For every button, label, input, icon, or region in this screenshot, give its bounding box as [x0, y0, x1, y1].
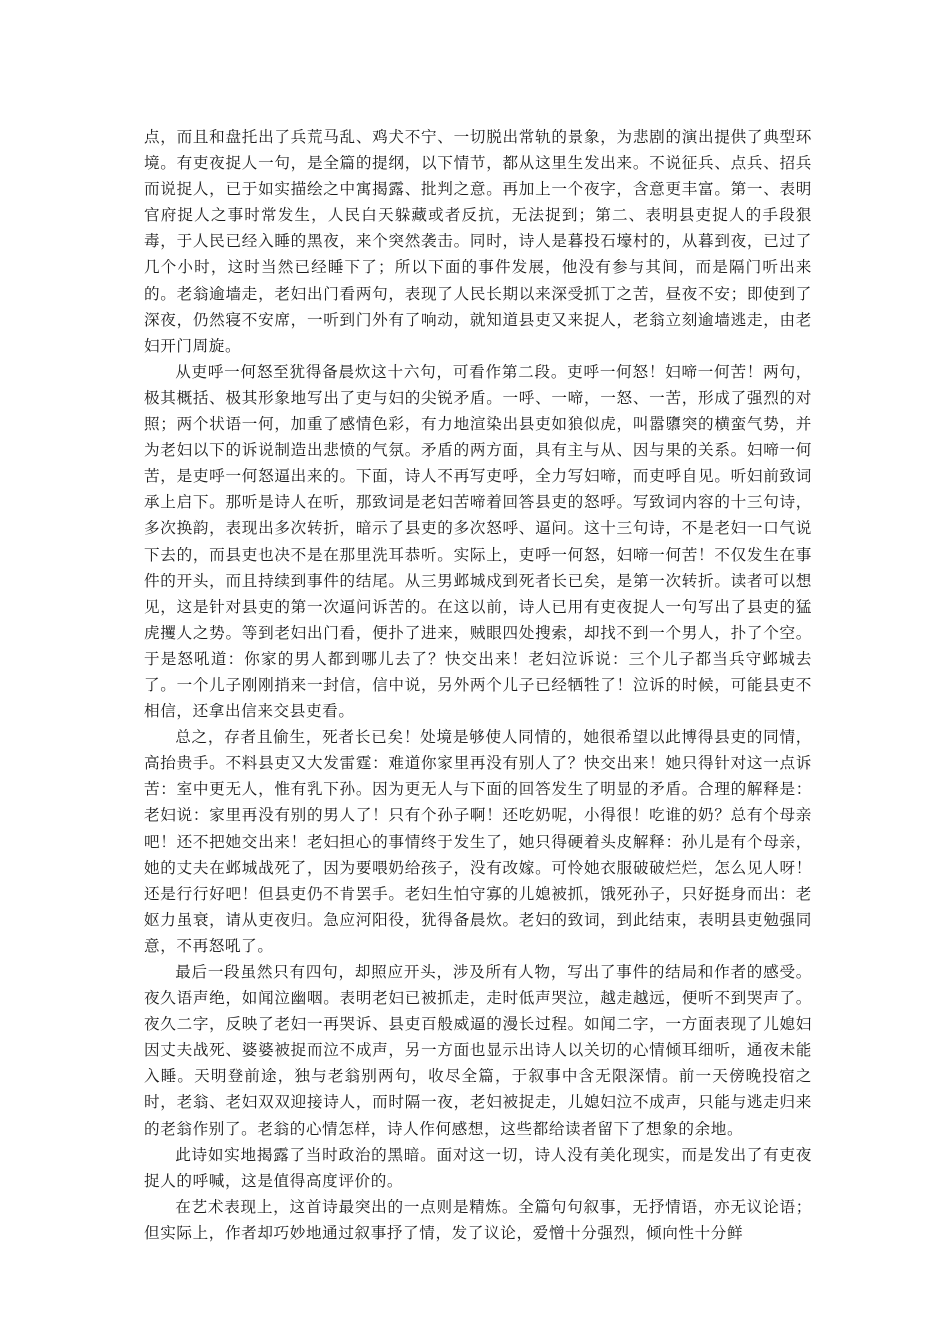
paragraph-6: 在艺术表现上，这首诗最突出的一点则是精炼。全篇句句叙事，无抒情语，亦无议论语；但实际上，作者却巧妙地通过叙事抒了情，发了议论，爱憎十分强烈，倾向性十分鲜: [144, 1197, 812, 1242]
paragraph-3: 总之，存者且偷生，死者长已矣！处境是够使人同情的，她很希望以此博得县吏的同情，高抬贵手。不料县吏又大发雷霆：难道你家里再没有别人了？快交出来！她只得针对这一点诉苦：室中更无人，惟有乳下孙。因为更无人与下面的回答发生了明显的矛盾。合理的解释是：老妇说：家里再没有别的男人了！只有个孙子啊！还吃奶呢，小得很！吃谁的奶？总有个母亲吧！还不把她交出来！老妇担心的事情终于发生了，她只得硬着头皮解释：孙儿是有个母亲，她的丈夫在邺城战死了，因为要喂奶给孩子，没有改嫁。可怜她衣服破破烂烂，怎么见人呀！还是行行好吧！但县吏仍不肯罢手。老妇生怕守寡的儿媳被抓，饿死孙子，只好挺身而出：老妪力虽衰，请从吏夜归。急应河阳役，犹得备晨炊。老妇的致词，到此结束，表明县吏勉强同意，不再怒吼了。: [144, 728, 812, 955]
paragraph-1: 点，而且和盘托出了兵荒马乱、鸡犬不宁、一切脱出常轨的景象，为悲剧的演出提供了典型环境。有吏夜捉人一句，是全篇的提纲，以下情节，都从这里生发出来。不说征兵、点兵、招兵而说捉人，已于如实描绘之中寓揭露、批判之意。再加上一个夜字，含意更丰富。第一、表明官府捉人之事时常发生，人民白天躲藏或者反抗，无法捉到；第二、表明县吏捉人的手段狠毒，于人民已经入睡的黑夜，来个突然袭击。同时，诗人是暮投石壕村的，从暮到夜，已过了几个小时，这时当然已经睡下了；所以下面的事件发展，他没有参与其间，而是隔门听出来的。老翁逾墙走，老妇出门看两句，表现了人民长期以来深受抓丁之苦，昼夜不安；即使到了深夜，仍然寝不安席，一听到门外有了响动，就知道县吏又来捉人，老翁立刻逾墙逃走，由老妇开门周旋。: [144, 128, 812, 355]
document-body: [144, 124, 812, 1246]
paragraph-2: 从吏呼一何怒至犹得备晨炊这十六句，可看作第二段。吏呼一何怒！妇啼一何苦！两句，极其概括、极其形象地写出了吏与妇的尖锐矛盾。一呼、一啼，一怒、一苦，形成了强烈的对照；两个状语一何，加重了感情色彩，有力地渲染出县吏如狼似虎，叫嚣隳突的横蛮气势，并为老妇以下的诉说制造出悲愤的气氛。矛盾的两方面，具有主与从、因与果的关系。妇啼一何苦，是吏呼一何怒逼出来的。下面，诗人不再写吏呼，全力写妇啼，而吏呼自见。听妇前致词承上启下。那听是诗人在听，那致词是老妇苦啼着回答县吏的怒呼。写致词内容的十三句诗，多次换韵，表现出多次转折，暗示了县吏的多次怒呼、逼问。这十三句诗，不是老妇一口气说下去的，而县吏也决不是在那里洗耳恭听。实际上，吏呼一何怒，妇啼一何苦！不仅发生在事件的开头，而且持续到事件的结尾。从三男邺城戍到死者长已矣，是第一次转折。读者可以想见，这是针对县吏的第一次逼问诉苦的。在这以前，诗人已用有吏夜捉人一句写出了县吏的猛虎攫人之势。等到老妇出门看，便扑了进来，贼眼四处搜索，却找不到一个男人，扑了个空。于是怒吼道：你家的男人都到哪儿去了？快交出来！老妇泣诉说：三个儿子都当兵守邺城去了。一个儿子刚刚捎来一封信，信中说，另外两个儿子已经牺牲了！泣诉的时候，可能县吏不相信，还拿出信来交县吏看。: [144, 362, 812, 721]
paragraph-4: 最后一段虽然只有四句，却照应开头，涉及所有人物，写出了事件的结局和作者的感受。夜久语声绝，如闻泣幽咽。表明老妇已被抓走，走时低声哭泣，越走越远，便听不到哭声了。夜久二字，反映了老妇一再哭诉、县吏百般威逼的漫长过程。如闻二字，一方面表现了儿媳妇因丈夫战死、婆婆被捉而泣不成声，另一方面也显示出诗人以关切的心情倾耳细听，通夜未能入睡。天明登前途，独与老翁别两句，收尽全篇，于叙事中含无限深情。前一天傍晚投宿之时，老翁、老妇双双迎接诗人，而时隔一夜，老妇被捉走，儿媳妇泣不成声，只能与逃走归来的老翁作别了。老翁的心情怎样，诗人作何感想，这些都给读者留下了想象的余地。: [144, 963, 812, 1138]
paragraph-5: 此诗如实地揭露了当时政治的黑暗。面对这一切，诗人没有美化现实，而是发出了有吏夜捉人的呼喊，这是值得高度评价的。: [144, 1145, 812, 1190]
